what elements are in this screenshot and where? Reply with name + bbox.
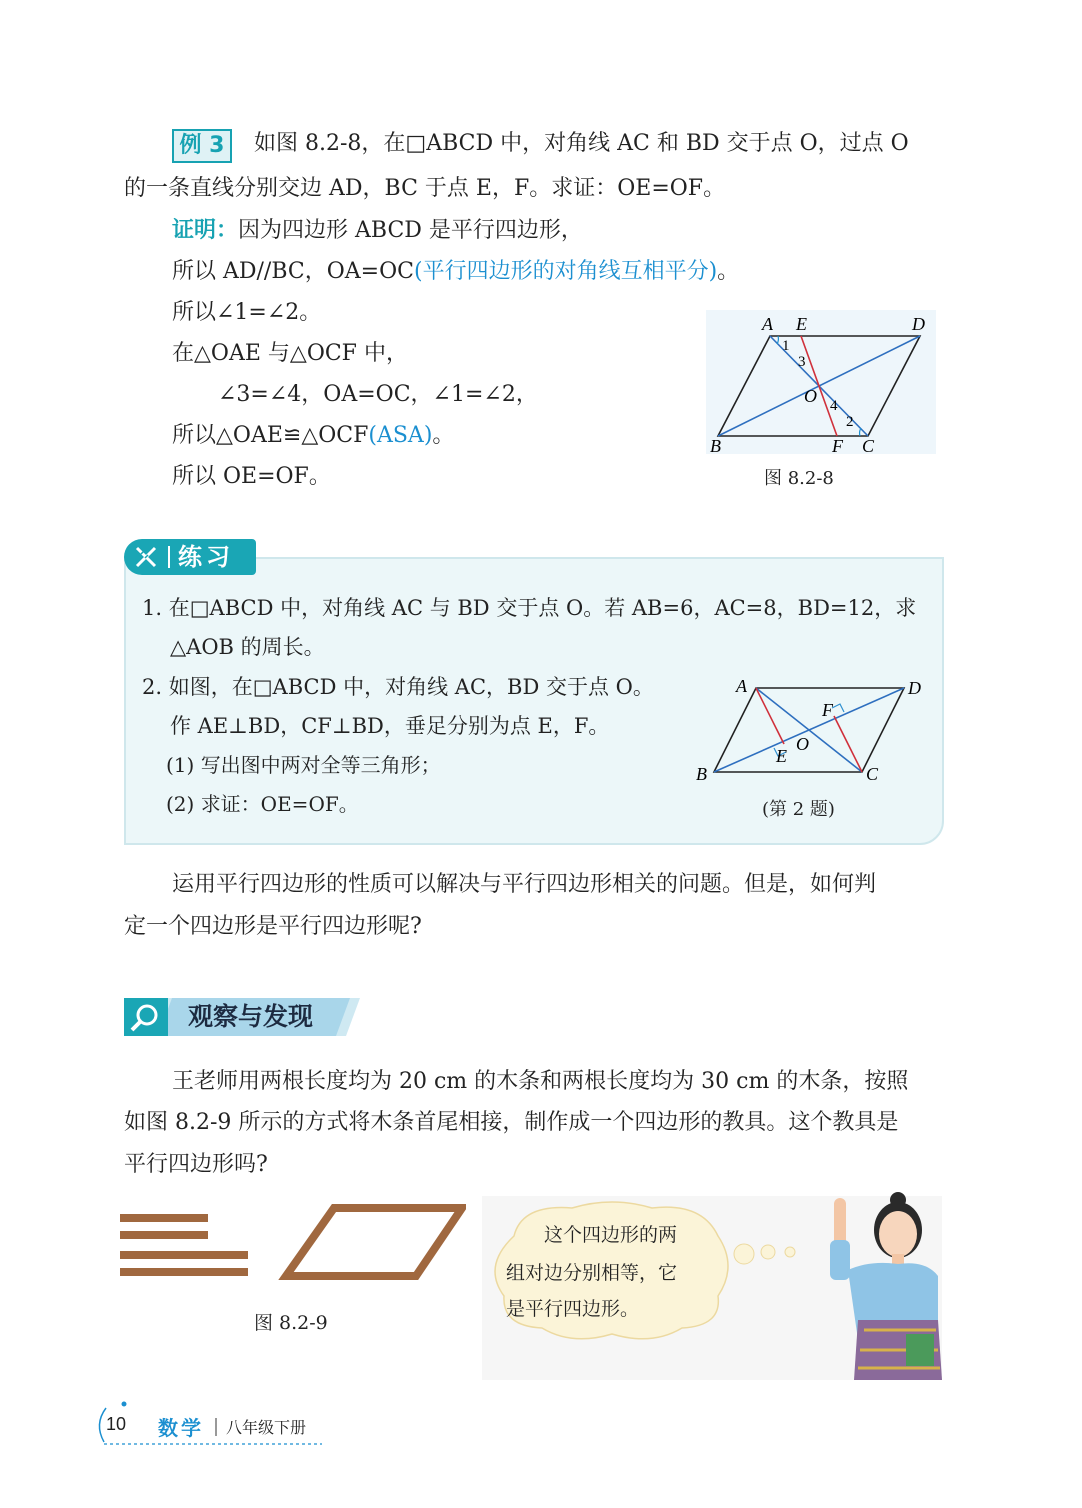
proof-label: 证明： [172, 218, 239, 243]
practice-header [124, 539, 256, 575]
figure-8-2-8 [700, 306, 940, 456]
example-statement-line1: 如图 8.2-8，在□ABCD 中，对角线 AC 和 BD 交于点 O，过点 O [254, 131, 909, 156]
fig8-label-D: D [912, 314, 925, 334]
fig8-angle-3: 3 [798, 354, 806, 370]
observe-title: 观察与发现 [188, 1002, 314, 1031]
proof-line1 [172, 216, 583, 246]
practice-title: 练习 [178, 543, 234, 571]
proof-line4: 在△OAE 与△OCF 中， [172, 341, 408, 366]
bubble-line1: 这个四边形的两 [544, 1224, 678, 1246]
fig8-angle-1: 1 [782, 338, 790, 354]
transition-line2: 定一个四边形是平行四边形呢? [124, 914, 422, 939]
practice-figure-caption: (第 2 题) [762, 799, 835, 820]
prac-label-A: A [736, 676, 747, 696]
prac-label-C: C [866, 764, 879, 784]
practice-q2-line2: 作 AE⊥BD，CF⊥BD，垂足分别为点 E，F。 [170, 714, 610, 738]
proof-reason6: (ASA) [368, 423, 433, 448]
prac-label-F: F [822, 700, 833, 720]
prac-label-B: B [696, 764, 707, 784]
fig8-angle-4: 4 [830, 398, 838, 414]
figure-8-2-9-caption: 图 8.2-9 [254, 1312, 328, 1334]
ruler-pencil-icon [132, 543, 160, 571]
proof-line5: ∠3=∠4，OA=OC，∠1=∠2， [218, 382, 538, 407]
proof-text2c: 。 [717, 259, 740, 284]
observe-line1: 王老师用两根长度均为 20 cm 的木条和两根长度均为 30 cm 的木条，按照 [172, 1069, 909, 1094]
fig8-label-A: A [762, 314, 773, 334]
proof-text1: 因为四边形 ABCD 是平行四边形， [238, 218, 583, 243]
proof-text2a: 所以 AD//BC，OA=OC [172, 259, 414, 284]
example-statement-line2: 的一条直线分别交边 AD，BC 于点 E，F。求证：OE=OF。 [124, 176, 726, 201]
example-tag: 例 3 [172, 129, 232, 163]
proof-line3: 所以∠1=∠2。 [172, 300, 322, 325]
observe-line3: 平行四边形吗? [124, 1152, 268, 1177]
practice-q1-line1: 1. 在□ABCD 中，对角线 AC 与 BD 交于点 O。若 AB=6，AC=8，BD=12，求 [142, 596, 917, 620]
page-number: 10 [106, 1414, 127, 1434]
bubble-line3: 是平行四边形。 [506, 1298, 640, 1320]
practice-q2-line1: 2. 如图，在□ABCD 中，对角线 AC，BD 交于点 O。 [142, 675, 654, 699]
fig8-label-C: C [862, 436, 875, 456]
footer-grade: 八年级下册 [226, 1418, 307, 1437]
proof-text6c: 。 [432, 423, 455, 448]
proof-line2 [172, 257, 739, 287]
magnifier-icon [128, 1002, 162, 1034]
practice-figure [690, 670, 930, 790]
proof-line6 [172, 421, 454, 451]
proof-text6a: 所以△OAE≌△OCF [172, 423, 369, 448]
prac-label-O: O [796, 734, 809, 754]
observe-line2: 如图 8.2-9 所示的方式将木条首尾相接，制作成一个四边形的教具。这个教具是 [124, 1110, 899, 1135]
fig8-label-O: O [804, 386, 817, 406]
practice-q2-part1: (1) 写出图中两对全等三角形； [166, 753, 441, 777]
fig8-label-F: F [832, 436, 843, 456]
bubble-line2: 组对边分别相等，它 [506, 1262, 678, 1284]
figure-8-2-9-sticks [116, 1196, 466, 1284]
fig8-angle-2: 2 [846, 414, 854, 430]
teacher-illustration [820, 1190, 942, 1380]
proof-line7: 所以 OE=OF。 [172, 464, 331, 489]
prac-label-D: D [908, 678, 921, 698]
fig8-label-B: B [710, 436, 721, 456]
practice-q1-line2: △AOB 的周长。 [170, 635, 325, 659]
footer-subject: 数学 [158, 1416, 204, 1440]
prac-label-E: E [776, 746, 787, 766]
transition-line1: 运用平行四边形的性质可以解决与平行四边形相关的问题。但是，如何判 [172, 872, 877, 897]
figure-8-2-8-caption: 图 8.2-8 [764, 468, 834, 489]
proof-reason2: (平行四边形的对角线互相平分) [413, 259, 718, 284]
practice-q2-part2: (2) 求证：OE=OF。 [166, 792, 359, 816]
fig8-label-E: E [796, 314, 807, 334]
